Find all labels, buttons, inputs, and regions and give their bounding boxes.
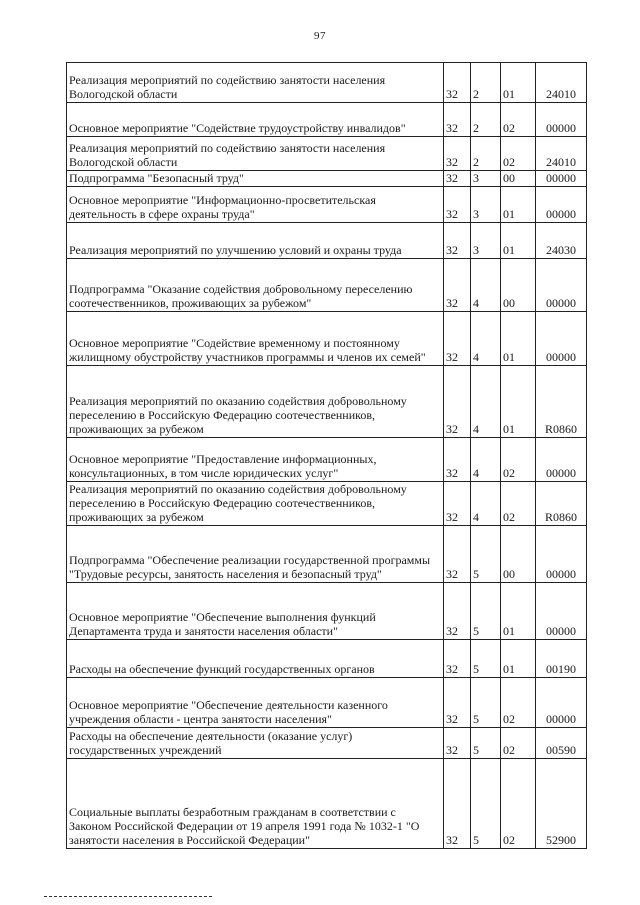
table-row [67, 312, 587, 366]
row-code-2-cell: 2 [471, 63, 501, 103]
row-code-3-cell: 01 [501, 63, 536, 103]
row-code-1-cell: 32 [444, 312, 471, 366]
row-code-4-cell: 24010 [536, 137, 587, 171]
budget-classification-table [66, 62, 587, 849]
row-code-1-cell: 32 [444, 759, 471, 849]
row-code-2-cell: 3 [471, 171, 501, 187]
row-code-4-cell: 24030 [536, 223, 587, 259]
row-code-2-cell: 2 [471, 137, 501, 171]
table-row [67, 171, 587, 187]
row-code-3-cell: 01 [501, 223, 536, 259]
row-code-1-cell: 32 [444, 63, 471, 103]
row-name-cell: Социальные выплаты безработным гражданам в соответствии с Законом Российской Федерации от 19 апреля 1991 года № 1032-1 "О занятости населения в Российской Федерации" [67, 759, 444, 849]
row-code-3-cell: 01 [501, 187, 536, 223]
row-code-4-cell: 00190 [536, 640, 587, 678]
table-row [67, 583, 587, 640]
row-code-2-cell: 4 [471, 438, 501, 482]
row-code-2-cell: 5 [471, 728, 501, 759]
row-code-1-cell: 32 [444, 728, 471, 759]
row-code-2-cell: 3 [471, 187, 501, 223]
table-row [67, 366, 587, 438]
row-code-2-cell: 5 [471, 583, 501, 640]
table-row [67, 482, 587, 526]
row-name-cell: Подпрограмма "Оказание содействия добровольному переселению соотечественников, проживающих за рубежом" [67, 259, 444, 312]
table-row [67, 438, 587, 482]
row-code-4-cell: 24010 [536, 63, 587, 103]
table-row [67, 678, 587, 728]
row-name-cell: Подпрограмма "Безопасный труд" [67, 171, 444, 187]
row-code-3-cell: 02 [501, 438, 536, 482]
row-code-4-cell: 00000 [536, 526, 587, 583]
row-code-3-cell: 02 [501, 728, 536, 759]
row-code-3-cell: 00 [501, 259, 536, 312]
row-code-3-cell: 00 [501, 171, 536, 187]
row-code-4-cell: 00000 [536, 171, 587, 187]
row-code-1-cell: 32 [444, 259, 471, 312]
row-name-cell: Реализация мероприятий по содействию занятости населения Вологодской области [67, 137, 444, 171]
row-code-2-cell: 4 [471, 482, 501, 526]
row-name-cell: Расходы на обеспечение функций государственных органов [67, 640, 444, 678]
row-code-3-cell: 02 [501, 137, 536, 171]
row-code-2-cell: 4 [471, 366, 501, 438]
row-code-4-cell: 00590 [536, 728, 587, 759]
row-code-1-cell: 32 [444, 678, 471, 728]
row-code-3-cell: 01 [501, 366, 536, 438]
row-code-4-cell: R0860 [536, 482, 587, 526]
table-row [67, 187, 587, 223]
row-name-cell: Реализация мероприятий по оказанию содействия добровольному переселению в Российскую Федерацию соотечественников, проживающих за рубежом [67, 482, 444, 526]
row-code-2-cell: 5 [471, 678, 501, 728]
row-code-4-cell: 00000 [536, 103, 587, 137]
page-number: 97 [314, 30, 326, 42]
row-code-4-cell: 00000 [536, 678, 587, 728]
table-row [67, 640, 587, 678]
row-code-3-cell: 01 [501, 312, 536, 366]
row-code-3-cell: 02 [501, 759, 536, 849]
row-name-cell: Реализация мероприятий по содействию занятости населения Вологодской области [67, 63, 444, 103]
table-row [67, 137, 587, 171]
row-code-1-cell: 32 [444, 640, 471, 678]
row-code-4-cell: 52900 [536, 759, 587, 849]
row-name-cell: Подпрограмма "Обеспечение реализации государственной программы "Трудовые ресурсы, занятость населения и безопасный труд" [67, 526, 444, 583]
row-code-2-cell: 2 [471, 103, 501, 137]
table-row [67, 63, 587, 103]
row-code-4-cell: 00000 [536, 187, 587, 223]
row-name-cell: Основное мероприятие "Обеспечение выполнения функций Департамента труда и занятости населения области" [67, 583, 444, 640]
row-code-1-cell: 32 [444, 187, 471, 223]
row-name-cell: Реализация мероприятий по оказанию содействия добровольному переселению в Российскую Федерацию соотечественников, проживающих за рубежом [67, 366, 444, 438]
row-code-3-cell: 01 [501, 583, 536, 640]
row-code-1-cell: 32 [444, 482, 471, 526]
row-code-4-cell: 00000 [536, 312, 587, 366]
row-code-2-cell: 5 [471, 759, 501, 849]
row-code-1-cell: 32 [444, 103, 471, 137]
row-code-2-cell: 3 [471, 223, 501, 259]
row-name-cell: Основное мероприятие "Содействие временному и постоянному жилищному обустройству участников программы и членов их семей" [67, 312, 444, 366]
table-body [67, 63, 587, 849]
row-code-1-cell: 32 [444, 438, 471, 482]
row-code-1-cell: 32 [444, 171, 471, 187]
row-code-4-cell: 00000 [536, 438, 587, 482]
table-row [67, 103, 587, 137]
row-code-1-cell: 32 [444, 137, 471, 171]
footnote-separator [44, 896, 212, 897]
table-row [67, 259, 587, 312]
row-code-1-cell: 32 [444, 583, 471, 640]
row-name-cell: Основное мероприятие "Обеспечение деятельности казенного учреждения области - центра занятости населения" [67, 678, 444, 728]
row-code-2-cell: 5 [471, 640, 501, 678]
table-row [67, 526, 587, 583]
table-row [67, 759, 587, 849]
row-name-cell: Расходы на обеспечение деятельности (оказание услуг) государственных учреждений [67, 728, 444, 759]
row-code-1-cell: 32 [444, 366, 471, 438]
row-code-2-cell: 4 [471, 312, 501, 366]
row-code-3-cell: 02 [501, 103, 536, 137]
row-name-cell: Основное мероприятие "Информационно-просветительская деятельность в сфере охраны труда" [67, 187, 444, 223]
table-row [67, 728, 587, 759]
row-name-cell: Реализация мероприятий по улучшению условий и охраны труда [67, 223, 444, 259]
row-name-cell: Основное мероприятие "Предоставление информационных, консультационных, в том числе юридических услуг" [67, 438, 444, 482]
row-code-1-cell: 32 [444, 223, 471, 259]
row-code-4-cell: 00000 [536, 583, 587, 640]
row-code-4-cell: R0860 [536, 366, 587, 438]
table-row [67, 223, 587, 259]
row-code-4-cell: 00000 [536, 259, 587, 312]
row-code-1-cell: 32 [444, 526, 471, 583]
row-code-3-cell: 02 [501, 482, 536, 526]
row-code-3-cell: 02 [501, 678, 536, 728]
row-name-cell: Основное мероприятие "Содействие трудоустройству инвалидов" [67, 103, 444, 137]
row-code-3-cell: 01 [501, 640, 536, 678]
row-code-3-cell: 00 [501, 526, 536, 583]
row-code-2-cell: 5 [471, 526, 501, 583]
row-code-2-cell: 4 [471, 259, 501, 312]
